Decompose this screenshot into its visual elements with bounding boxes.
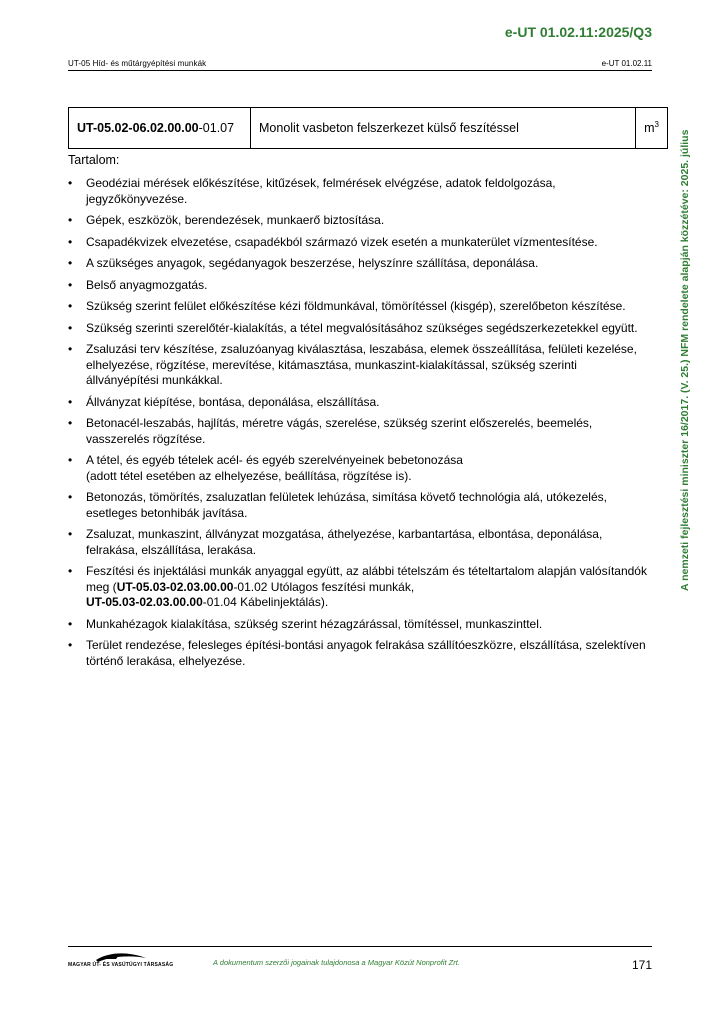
list-item-text: Munkahézagok kialakítása, szükség szerint hézagzárással, tömítéssel, munkaszinttel. [86,616,543,631]
bullet: • [68,176,73,190]
list-item [68,278,648,294]
list-item [68,617,648,633]
bullet: • [68,256,73,270]
bullet: • [68,638,73,652]
item-description-cell [251,108,636,149]
list-item [68,176,648,207]
tensioning-ref-suffix: -01.02 Utólagos feszítési munkák, [233,579,415,594]
list-item [68,638,648,669]
item-unit-exponent: 3 [654,120,659,130]
list-item-text-continued: (adott tétel esetében az elhelyezése, beállítása, rögzítése is). [86,468,412,483]
injection-ref-code: UT-05.03-02.03.00.00 [86,595,203,609]
injection-ref-suffix: -01.04 Kábelinjektálás). [202,595,329,609]
list-item-text: Szükség szerint felület előkészítése kézi földmunkával, tömörítéssel (kisgép), szerelőbeton készítése. [86,299,626,313]
list-item [68,321,648,337]
bullet: • [68,213,73,227]
list-item-text: Zsaluzási terv készítése, zsaluzóanyag kiválasztása, leszabása, elemek összeállítása, felületi kezelése, elhelyezése, rögzítése, merevítése, kitámasztása, munkaszint-kialakítással, szükség szerinti állványépítési munkákkal. [86,342,637,387]
side-note-text: A nemzeti fejlesztési miniszter 16/2017. (V. 25.) NFM rendelete alapján közzétéve: 2025. július [679,129,691,591]
bullet: • [68,342,73,356]
list-item-text: A szükséges anyagok, segédanyagok beszerzése, helyszínre szállítása, deponálása. [86,256,539,270]
list-item-text: Betonozás, tömörítés, zsaluzatlan felületek lehúzása, simítása követő technológia alá, utókezelés, esetleges betonhibák javítása. [86,490,607,520]
page-number: 171 [631,958,652,972]
list-item-text: Terület rendezése, felesleges építési-bontási anyagok felrakása szállítóeszközre, elszállítása, szelektíven történő lerakása, elhelyezése. [86,638,646,668]
list-item [68,416,648,447]
tensioning-ref-code: UT-05.03-02.03.00.00 [116,579,234,594]
list-item-text: Állványzat kiépítése, bontása, deponálása, elszállítása. [86,394,380,409]
bullet: • [68,527,73,541]
content-label: Tartalom: [68,153,120,167]
bullet: • [68,416,73,430]
item-row [69,108,668,149]
bullet: • [68,299,73,313]
bullet: • [68,394,73,409]
bullet: • [68,490,73,504]
publication-side-note [675,95,695,625]
list-item-text: A tétel, és egyéb tételek acél- és egyéb szerelvényeinek bebetonozása [86,453,463,467]
item-unit: m [644,121,655,136]
chapter-header: UT-05 Híd- és műtárgyépítési munkák [68,59,207,68]
society-logo-icon [68,950,163,972]
list-item [68,256,648,272]
item-unit-cell [636,108,668,149]
footer-divider [68,946,652,947]
bullet: • [68,320,73,335]
item-table [68,107,668,149]
reference-header: e-UT 01.02.11 [601,59,652,68]
content-list [68,176,648,675]
list-item [68,235,648,251]
header-divider [68,70,652,71]
list-item [68,453,648,484]
list-item [68,342,648,389]
society-logo-text: MAGYAR ÚT- ÉS VASÚTÜGYI TÁRSASÁG [68,962,174,968]
tensioning-text: Feszítési és injektálási munkák anyaggal együtt, az alábbi tételszám és tételtartalom alapján valósítandók meg ( [86,564,647,594]
document-code: e-UT 01.02.11:2025/Q3 [504,24,652,40]
bullet: • [68,277,73,292]
list-item [68,490,648,521]
item-code: UT-05.02-06.02.00.00 [77,121,199,135]
list-item-text: Betonacél-leszabás, hajlítás, méretre vágás, szerelése, szükség szerint előszerelés, beemelés, vasszerelés rögzítése. [86,416,593,446]
copyright-notice: A dokumentum szerzői jogainak tulajdonosa a Magyar Közút Nonprofit Zrt. [213,958,460,967]
list-item [68,299,648,315]
list-item-text: Belső anyagmozgatás. [86,277,208,292]
tensioning-list-item [68,564,648,611]
bullet: • [68,453,73,467]
bullet: • [68,234,73,249]
item-description: Monolit vasbeton felszerkezet külső feszítéssel [259,121,519,135]
bullet: • [68,616,73,631]
list-item [68,395,648,411]
list-item-text: Geodéziai mérések előkészítése, kitűzések, felmérések elvégzése, adatok feldolgozása, jegyzőkönyvezése. [86,176,556,206]
item-code-suffix: -01.07 [198,121,235,135]
list-item [68,213,648,229]
list-item-text: Zsaluzat, munkaszint, állványzat mozgatása, áthelyezése, karbantartása, elbontása, deponálása, felrakása, elszállítása, lerakása. [86,527,603,557]
list-item [68,527,648,558]
list-item-text: Szükség szerinti szerelőtér-kialakítás, a tétel megvalósításához szükséges segédszerkezetekkel együtt. [86,320,638,335]
list-item-text: Csapadékvizek elvezetése, csapadékból származó vizek esetén a munkaterület vízmentesítése. [86,234,598,249]
item-code-cell [69,108,251,149]
list-item-text: Gépek, eszközök, berendezések, munkaerő biztosítása. [86,213,385,227]
bullet: • [68,564,73,578]
